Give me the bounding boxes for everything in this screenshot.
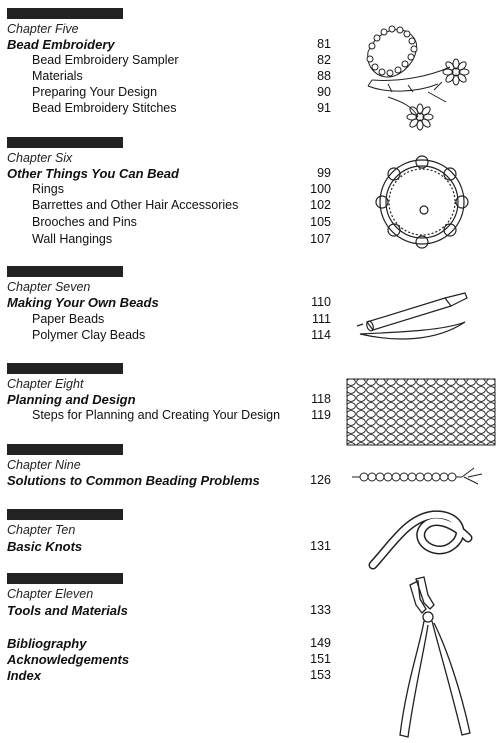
toc-item-page: 107 (310, 232, 331, 246)
chapter-page: 133 (310, 603, 331, 617)
toc-item: Polymer Clay Beads (32, 328, 146, 342)
chapter-bar (7, 573, 123, 584)
chapter-label: Chapter Six (7, 151, 73, 165)
toc-item-page: 119 (311, 408, 331, 422)
rolling-pin-illustration (355, 292, 485, 347)
toc-item-page: 100 (310, 182, 331, 196)
toc-item: Barrettes and Other Hair Accessories (32, 198, 239, 212)
beaded-wreath-illustration (372, 152, 472, 252)
chapter-title: Basic Knots (7, 539, 83, 554)
chapter-title: Other Things You Can Bead (7, 166, 179, 181)
pliers-illustration (380, 575, 480, 740)
chapter-page: 110 (311, 295, 331, 309)
toc-item-page: 91 (317, 101, 331, 115)
bead-grid-illustration (346, 378, 496, 446)
toc-item-page: 102 (310, 198, 331, 212)
toc-item-page: 82 (317, 53, 331, 67)
bead-embroidery-illustration (358, 22, 488, 132)
chapter-title: Bead Embroidery (7, 37, 115, 52)
chapter-page: 131 (310, 539, 331, 553)
toc-item-page: 111 (311, 312, 331, 326)
chapter-bar (7, 363, 123, 374)
toc-item-page: 90 (317, 85, 331, 99)
chapter-label: Chapter Nine (7, 458, 81, 472)
toc-item: Wall Hangings (32, 232, 113, 246)
chapter-label: Chapter Seven (7, 280, 91, 294)
toc-item: Paper Beads (32, 312, 105, 326)
chapter-bar (7, 266, 123, 277)
chapter-label: Chapter Ten (7, 523, 76, 537)
chapter-page: 126 (310, 473, 331, 487)
toc-item: Bead Embroidery Stitches (32, 101, 177, 115)
chapter-title: Making Your Own Beads (7, 295, 159, 310)
back-matter-page: 151 (310, 652, 331, 666)
toc-item: Steps for Planning and Creating Your Design (32, 408, 281, 422)
chapter-page: 99 (317, 166, 331, 180)
knot-illustration (368, 503, 478, 573)
chapter-page: 118 (311, 392, 331, 406)
toc-item-page: 105 (310, 215, 331, 229)
toc-item-page: 114 (311, 328, 331, 342)
chapter-title: Planning and Design (7, 392, 136, 407)
chapter-page: 81 (317, 37, 331, 51)
chapter-bar (7, 8, 123, 19)
chapter-label: Chapter Eleven (7, 587, 94, 601)
toc-item-page: 88 (317, 69, 331, 83)
back-matter-page: 149 (310, 636, 331, 650)
chapter-title: Tools and Materials (7, 603, 128, 618)
back-matter-page: 153 (310, 668, 331, 682)
back-matter-title: Index (7, 668, 41, 683)
toc-item: Bead Embroidery Sampler (32, 53, 179, 67)
back-matter-title: Bibliography (7, 636, 87, 651)
toc-item: Preparing Your Design (32, 85, 158, 99)
back-matter-title: Acknowledgements (7, 652, 130, 667)
chapter-bar (7, 509, 123, 520)
chapter-label: Chapter Five (7, 22, 79, 36)
toc-item: Rings (32, 182, 64, 196)
chapter-bar (7, 444, 123, 455)
toc-item: Brooches and Pins (32, 215, 137, 229)
chapter-title: Solutions to Common Beading Problems (7, 473, 260, 488)
toc-item: Materials (32, 69, 83, 83)
bead-strand-illustration (352, 462, 492, 492)
chapter-label: Chapter Eight (7, 377, 84, 391)
chapter-bar (7, 137, 123, 148)
